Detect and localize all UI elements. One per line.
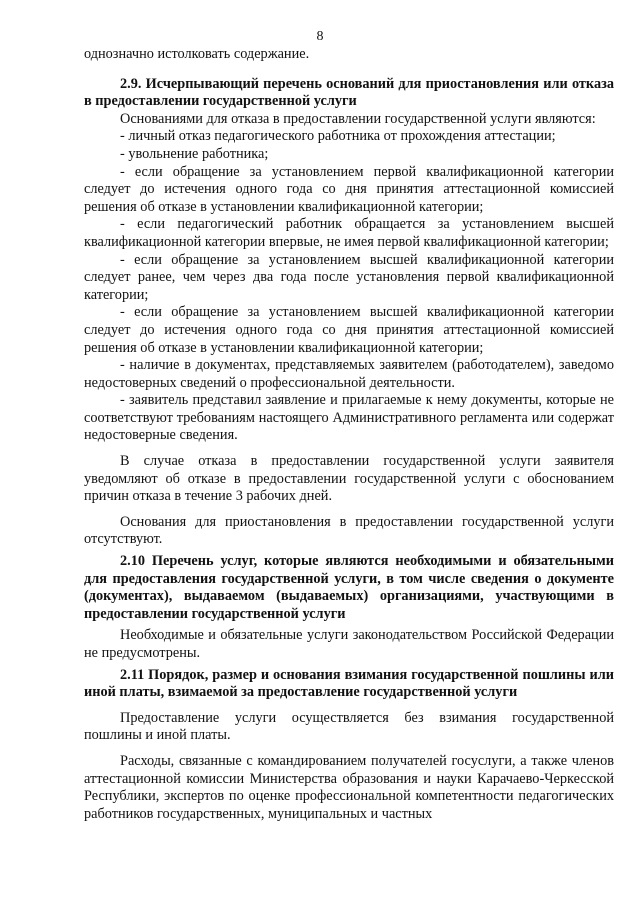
section-heading-2-9: 2.9. Исчерпывающий перечень оснований для приостановления или отказа в предоставлении государственной услуги: [84, 75, 614, 110]
list-item: - если обращение за установлением первой квалификационной категории следует до истечения одного года со дня принятия аттестационной комиссией решения об отказе в установлении квалификационной категории;: [84, 163, 614, 215]
paragraph: В случае отказа в предоставлении государственной услуги заявителя уведомляют об отказе в предоставлении государственной услуги с обоснованием причин отказа в течение 3 рабочих дней.: [84, 453, 614, 505]
paragraph: Основаниями для отказа в предоставлении государственной услуги являются:: [120, 110, 596, 127]
paragraph: Необходимые и обязательные услуги законодательством Российской Федерации не предусмотрены.: [84, 627, 614, 661]
list-item: - наличие в документах, представляемых заявителем (работодателем), заведомо недостоверных сведений о профессиональной деятельности.: [84, 357, 614, 391]
section-heading-2-11: 2.11 Порядок, размер и основания взимания государственной пошлины или иной платы, взимаемой за предоставление государственной услуги: [84, 666, 614, 701]
list-item: - личный отказ педагогического работника от прохождения аттестации;: [120, 128, 556, 145]
list-item: - если обращение за установлением высшей квалификационной категории следует ранее, чем через два года после установления первой квалификационной категории;: [84, 251, 614, 303]
paragraph-continuation: однозначно истолковать содержание.: [84, 46, 310, 62]
list-item: - если педагогический работник обращается за установлением высшей квалификационной категории впервые, не имея первой квалификационной категории;: [84, 216, 614, 250]
paragraph: Расходы, связанные с командированием получателей госуслуги, а также членов аттестационной комиссии Министерства образования и науки Карачаево-Черкесской Республики, экспертов по оценке профессиональной компетентности педагогических работников государственных, муниципальных и частных: [84, 752, 614, 822]
page-number: 8: [316, 29, 324, 44]
section-heading-2-10: 2.10 Перечень услуг, которые являются необходимыми и обязательными для предоставления государственной услуги, в том числе сведения о документе (документах), выдаваемом (выдаваемых) организациями, участвующими в предоставлении государственной услуги: [84, 553, 614, 622]
paragraph: Предоставление услуги осуществляется без взимания государственной пошлины и иной платы.: [84, 709, 614, 744]
list-item: - если обращение за установлением высшей квалификационной категории следует до истечения одного года со дня принятия аттестационной комиссией решения об отказе в установлении квалификационной категории;: [84, 304, 614, 356]
page-content: [84, 46, 614, 823]
paragraph: Основания для приостановления в предоставлении государственной услуги отсутствуют.: [84, 513, 614, 548]
list-item: - заявитель представил заявление и прилагаемые к нему документы, которые не соответствуют требованиям настоящего Административного регламента или содержат недостоверные сведения.: [84, 392, 614, 444]
list-item: - увольнение работника;: [120, 145, 269, 162]
